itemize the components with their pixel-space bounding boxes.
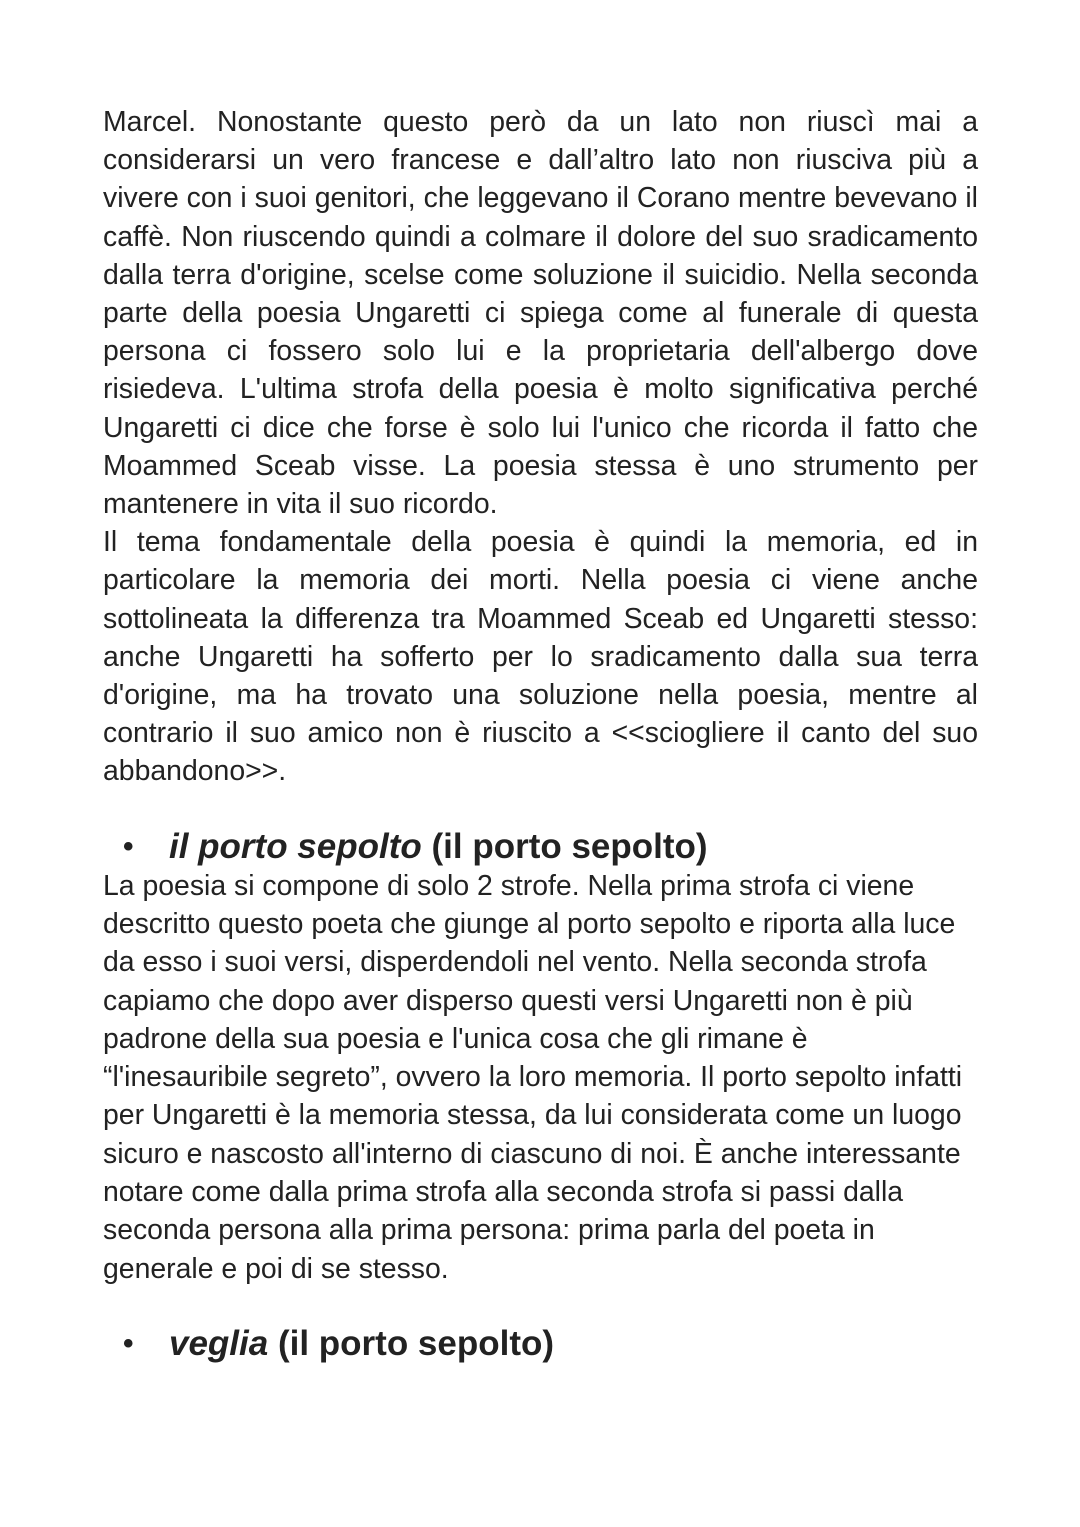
collection-name: (il porto sepolto) bbox=[421, 826, 708, 866]
bullet-icon: • bbox=[123, 829, 134, 863]
poem-title: il porto sepolto bbox=[169, 826, 422, 866]
collection-name: (il porto sepolto) bbox=[268, 1323, 555, 1363]
section-heading-veglia bbox=[103, 1324, 978, 1364]
document-page bbox=[103, 103, 978, 1364]
bullet-icon: • bbox=[123, 1326, 134, 1360]
section-heading-porto-sepolto bbox=[103, 827, 978, 867]
paragraph-porto-sepolto: La poesia si compone di solo 2 strofe. Nella prima strofa ci viene descritto questo poeta che giunge al porto sepolto e riporta alla luce da esso i suoi versi, disperdendoli nel vento. Nella seconda strofa capiamo che dopo aver disperso questi versi Ungaretti non è più padrone della sua poesia e l'unica cosa che gli rimane è “l'inesauribile segreto”, ovvero la loro memoria. Il porto sepolto infatti per Ungaretti è la memoria stessa, da lui considerata come un luogo sicuro e nascosto all'interno di ciascuno di noi. È anche interessante notare come dalla prima strofa alla seconda strofa si passi dalla seconda persona alla prima persona: prima parla del poeta in generale e poi di se stesso. bbox=[103, 869, 963, 1285]
paragraph-memory-theme: Il tema fondamentale della poesia è quindi la memoria, ed in particolare la memoria dei morti. Nella poesia ci viene anche sottolineata la differenza tra Moammed Sceab ed Ungaretti stesso: anche Ungaretti ha sofferto per lo sradicamento dalla sua terra d'origine, ma ha trovato una soluzione nella poesia, mentre al contrario il suo amico non è riuscito a <<sciogliere il canto del suo abbandono>>. bbox=[103, 526, 978, 788]
poem-title: veglia bbox=[169, 1323, 269, 1363]
paragraph-moammed-story: Marcel. Nonostante questo però da un lato non riuscì mai a considerarsi un vero francese e dall’altro lato non riusciva più a vivere con i suoi genitori, che leggevano il Corano mentre bevevano il caffè. Non riuscendo quindi a colmare il dolore del suo sradicamento dalla terra d'origine, scelse come soluzione il suicidio. Nella seconda parte della poesia Ungaretti ci spiega come al funerale di questa persona ci fossero solo lui e la proprietaria dell'albergo dove risiedeva. L'ultima strofa della poesia è molto significativa perché Ungaretti ci dice che forse è solo lui l'unico che ricorda il fatto che Moammed Sceab visse. La poesia stessa è uno strumento per mantenere in vita il suo ricordo. bbox=[103, 106, 978, 521]
